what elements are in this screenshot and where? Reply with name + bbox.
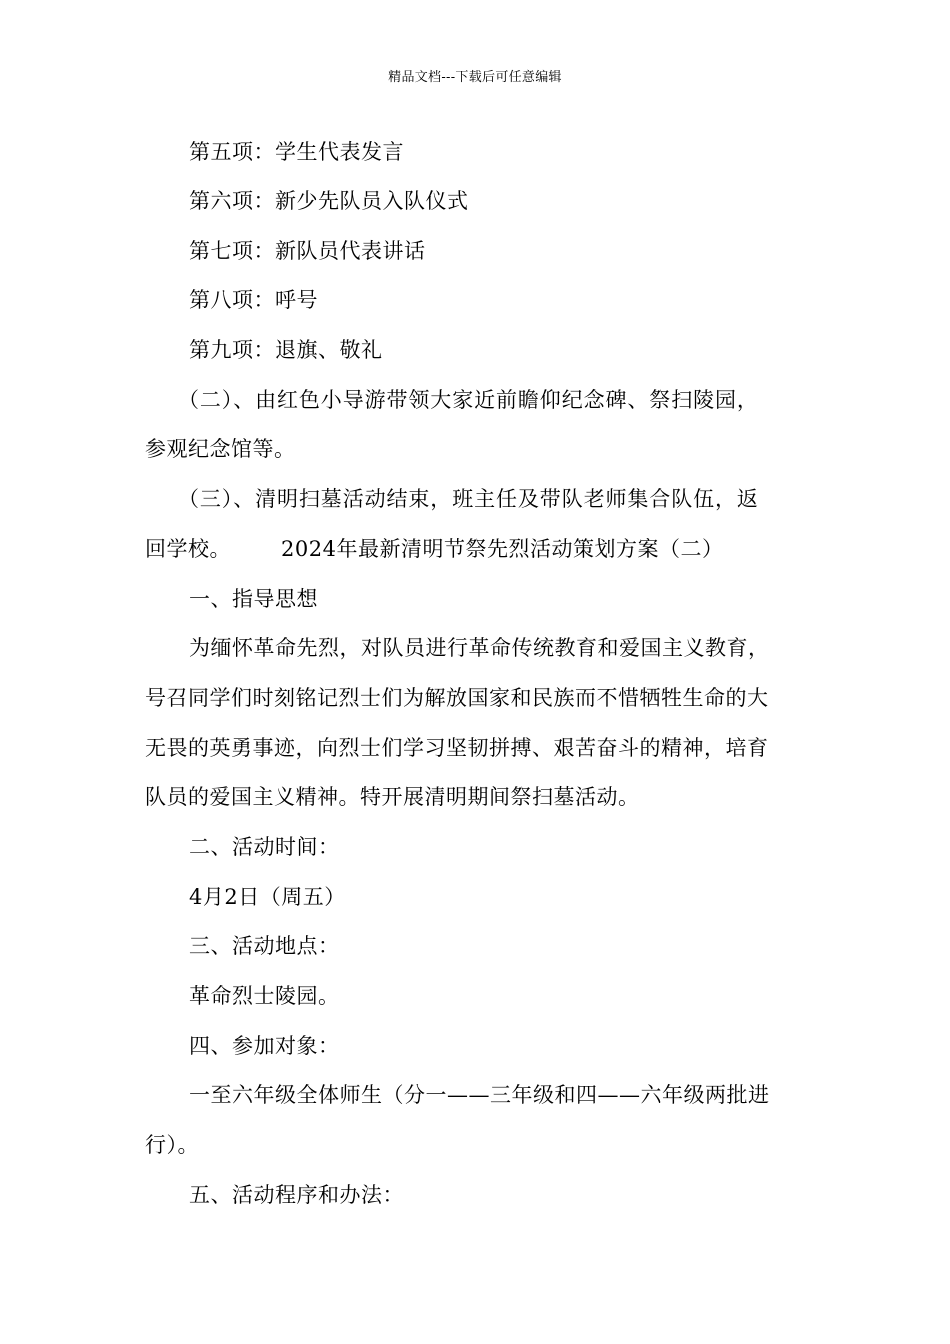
paragraph-two-line-2: 参观纪念馆等。 [145, 437, 296, 461]
program-item-6: 第六项：新少先队员入队仪式 [189, 189, 469, 213]
plan-title-two: 2024年最新清明节祭先烈活动策划方案（二） [281, 537, 724, 561]
section-4-line-2: 行）。 [145, 1133, 199, 1157]
program-item-5: 第五项：学生代表发言 [189, 140, 404, 164]
paragraph-two-line-1: （二）、由红色小导游带领大家近前瞻仰纪念碑、祭扫陵园， [178, 388, 759, 412]
section-3-heading: 三、活动地点： [189, 934, 340, 958]
section-1-line-1: 为缅怀革命先烈，对队员进行革命传统教育和爱国主义教育， [189, 636, 770, 660]
return-school-text: 回学校。 [145, 537, 231, 561]
section-1-line-4: 队员的爱国主义精神。特开展清明期间祭扫墓活动。 [145, 785, 640, 809]
page-header: 精品文档---下载后可任意编辑 [388, 70, 562, 85]
program-item-9: 第九项：退旗、敬礼 [189, 338, 383, 362]
section-1-line-3: 无畏的英勇事迹，向烈士们学习坚韧拼搏、艰苦奋斗的精神，培育 [145, 736, 769, 760]
section-2-value: 4月2日（周五） [189, 885, 346, 909]
paragraph-three-line-1: （三）、清明扫墓活动结束，班主任及带队老师集合队伍，返 [178, 487, 759, 511]
section-5-heading: 五、活动程序和办法： [189, 1183, 404, 1207]
section-4-line-1: 一至六年级全体师生（分一——三年级和四——六年级两批进 [189, 1083, 770, 1107]
program-item-7: 第七项：新队员代表讲话 [189, 239, 426, 263]
section-1-heading: 一、指导思想 [189, 587, 318, 611]
section-2-heading: 二、活动时间： [189, 835, 340, 859]
paragraph-three-line-2 [145, 535, 723, 563]
section-3-value: 革命烈士陵园。 [189, 984, 340, 1008]
section-4-heading: 四、参加对象： [189, 1034, 340, 1058]
section-1-line-2: 号召同学们时刻铭记烈士们为解放国家和民族而不惜牺牲生命的大 [145, 686, 769, 710]
program-item-8: 第八项：呼号 [189, 288, 318, 312]
